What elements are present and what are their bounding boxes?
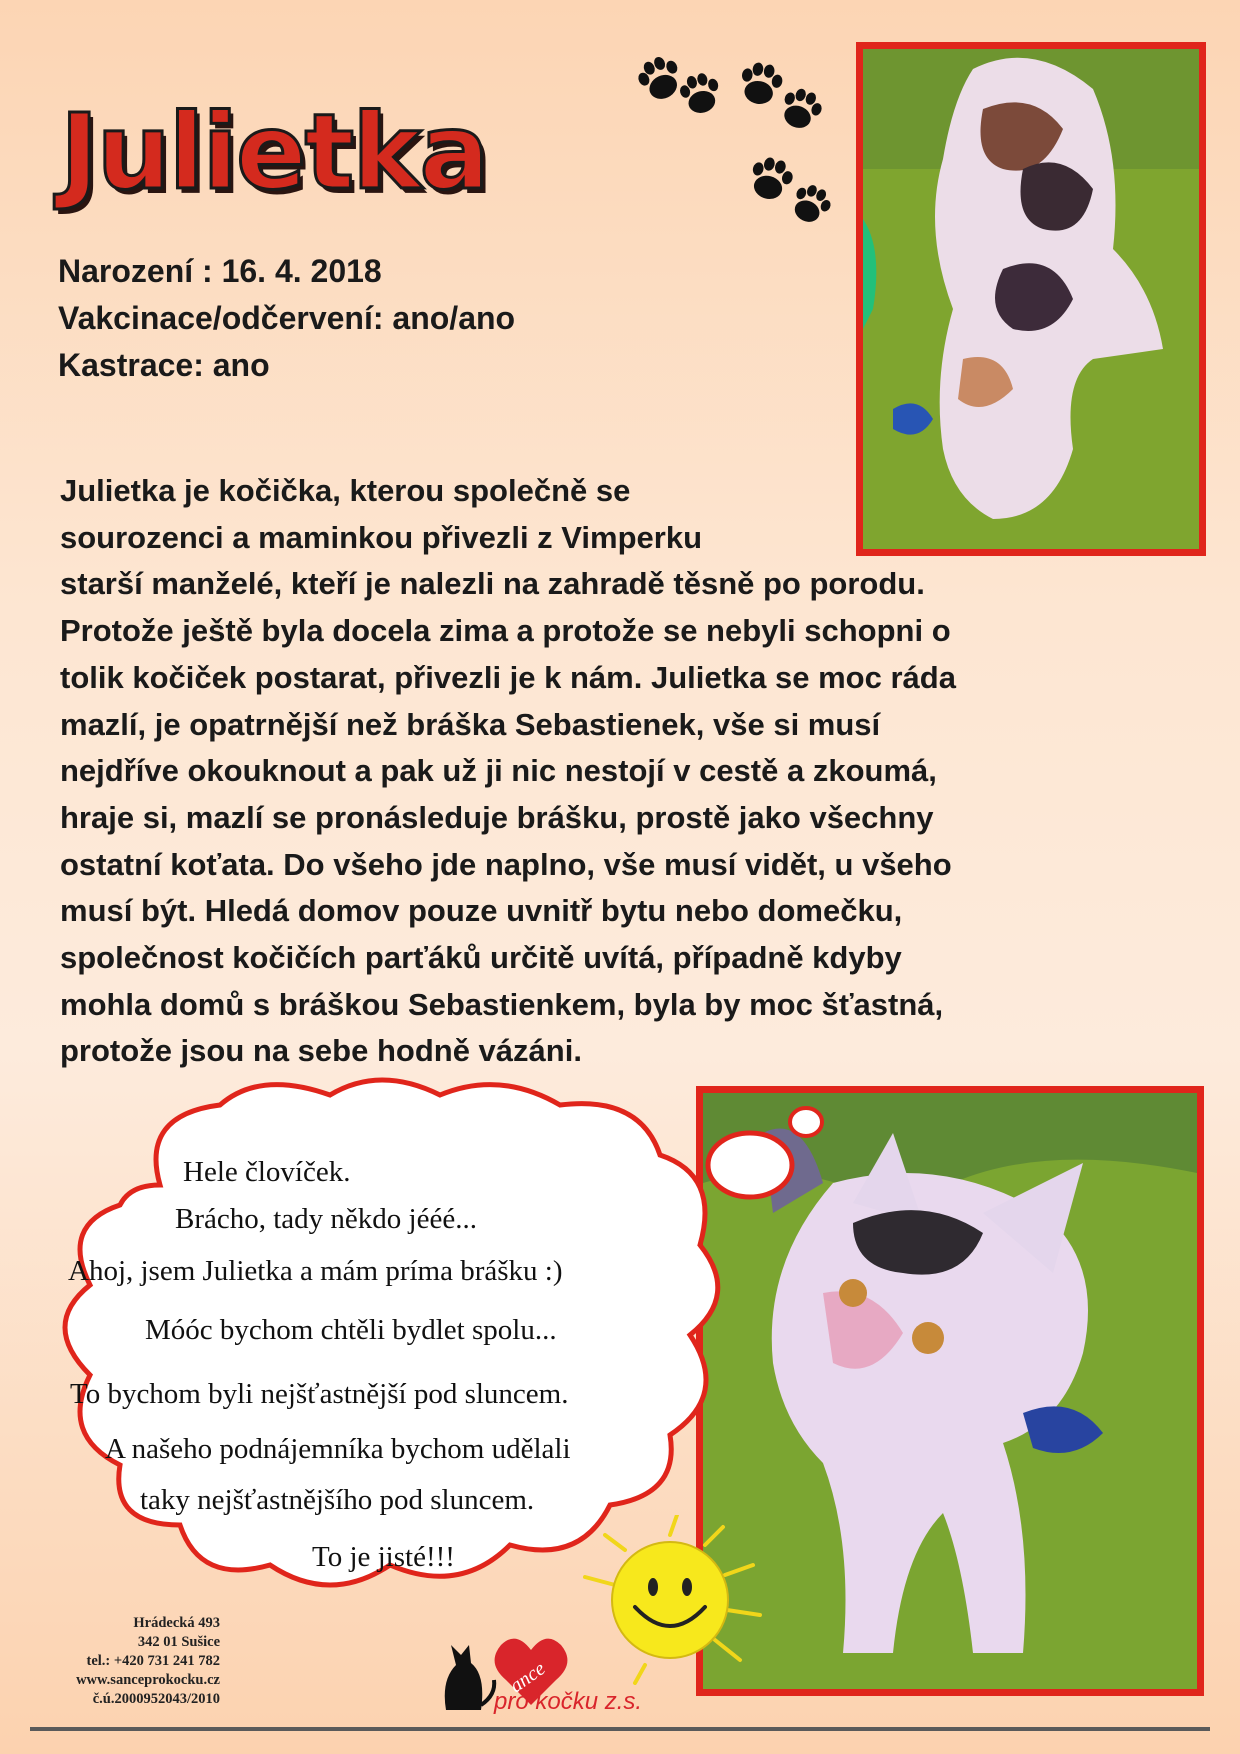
pet-info <box>58 248 515 389</box>
bubble-line: Brácho, tady někdo jééé... <box>175 1203 477 1235</box>
organization-name: pro kočku z.s. <box>494 1688 643 1715</box>
footer-divider <box>30 1727 1210 1731</box>
bubble-line: Ahoj, jsem Julietka a mám príma brášku :) <box>68 1255 563 1287</box>
address-line: č.ú.2000952043/2010 <box>92 1691 220 1707</box>
description-line: hraje si, mazlí se pronásleduje brášku, prostě jako všechny <box>60 799 934 835</box>
description-line: tolik kočiček postarat, přivezli je k nám. Julietka se moc ráda <box>60 659 956 695</box>
address-line: www.sanceprokocku.cz <box>76 1672 220 1688</box>
paw-prints-icon <box>630 50 850 240</box>
description-line: nejdříve okouknout a pak už ji nic nestojí v cestě a zkoumá, <box>60 753 937 789</box>
bubble-line: To bychom byli nejšťastnější pod sluncem. <box>70 1378 569 1410</box>
contact-address <box>30 1614 220 1709</box>
description-line: musí být. Hledá domov pouze uvnitř bytu nebo domečku, <box>60 893 903 929</box>
description-line: společnost kočičích parťáků určitě uvítá, případně kdyby <box>60 940 902 976</box>
description-line: protože jsou na sebe hodně vázáni. <box>60 1033 582 1069</box>
birth-date: Narození : 16. 4. 2018 <box>58 253 382 289</box>
description-line: Protože ještě byla docela zima a protože se nebyli schopni o <box>60 613 951 649</box>
description <box>60 468 1190 1075</box>
description-line: mazlí, je opatrnější než bráška Sebastienek, vše si musí <box>60 706 881 742</box>
bubble-line: A našeho podnájemníka bychom udělali <box>105 1433 571 1465</box>
bubble-line: Hele človíček. <box>183 1156 351 1188</box>
description-line: starší manželé, kteří je nalezli na zahradě těsně po porodu. <box>60 566 925 602</box>
address-line: Hrádecká 493 <box>133 1615 220 1631</box>
vaccination-status: Vakcinace/odčervení: ano/ano <box>58 300 516 336</box>
description-line: mohla domů s bráškou Sebastienkem, byla by moc šťastná, <box>60 986 944 1022</box>
logo-heart-text: ance <box>505 1657 550 1698</box>
description-line: ostatní koťata. Do všeho jde naplno, vše musí vidět, u všeho <box>60 846 952 882</box>
bubble-line: Móóc bychom chtěli bydlet spolu... <box>145 1314 557 1346</box>
address-line: 342 01 Sušice <box>137 1634 220 1650</box>
castration-status: Kastrace: ano <box>58 347 270 383</box>
address-line: tel.: +420 731 241 782 <box>86 1653 220 1669</box>
bubble-line: To je jisté!!! <box>312 1541 455 1573</box>
page-title: Julietka <box>60 91 488 213</box>
description-line: Julietka je kočička, kterou společně se <box>60 473 631 508</box>
description-line: sourozenci a maminkou přivezli z Vimperku <box>60 519 703 555</box>
bubble-line: taky nejšťastnějšího pod sluncem. <box>140 1484 535 1516</box>
